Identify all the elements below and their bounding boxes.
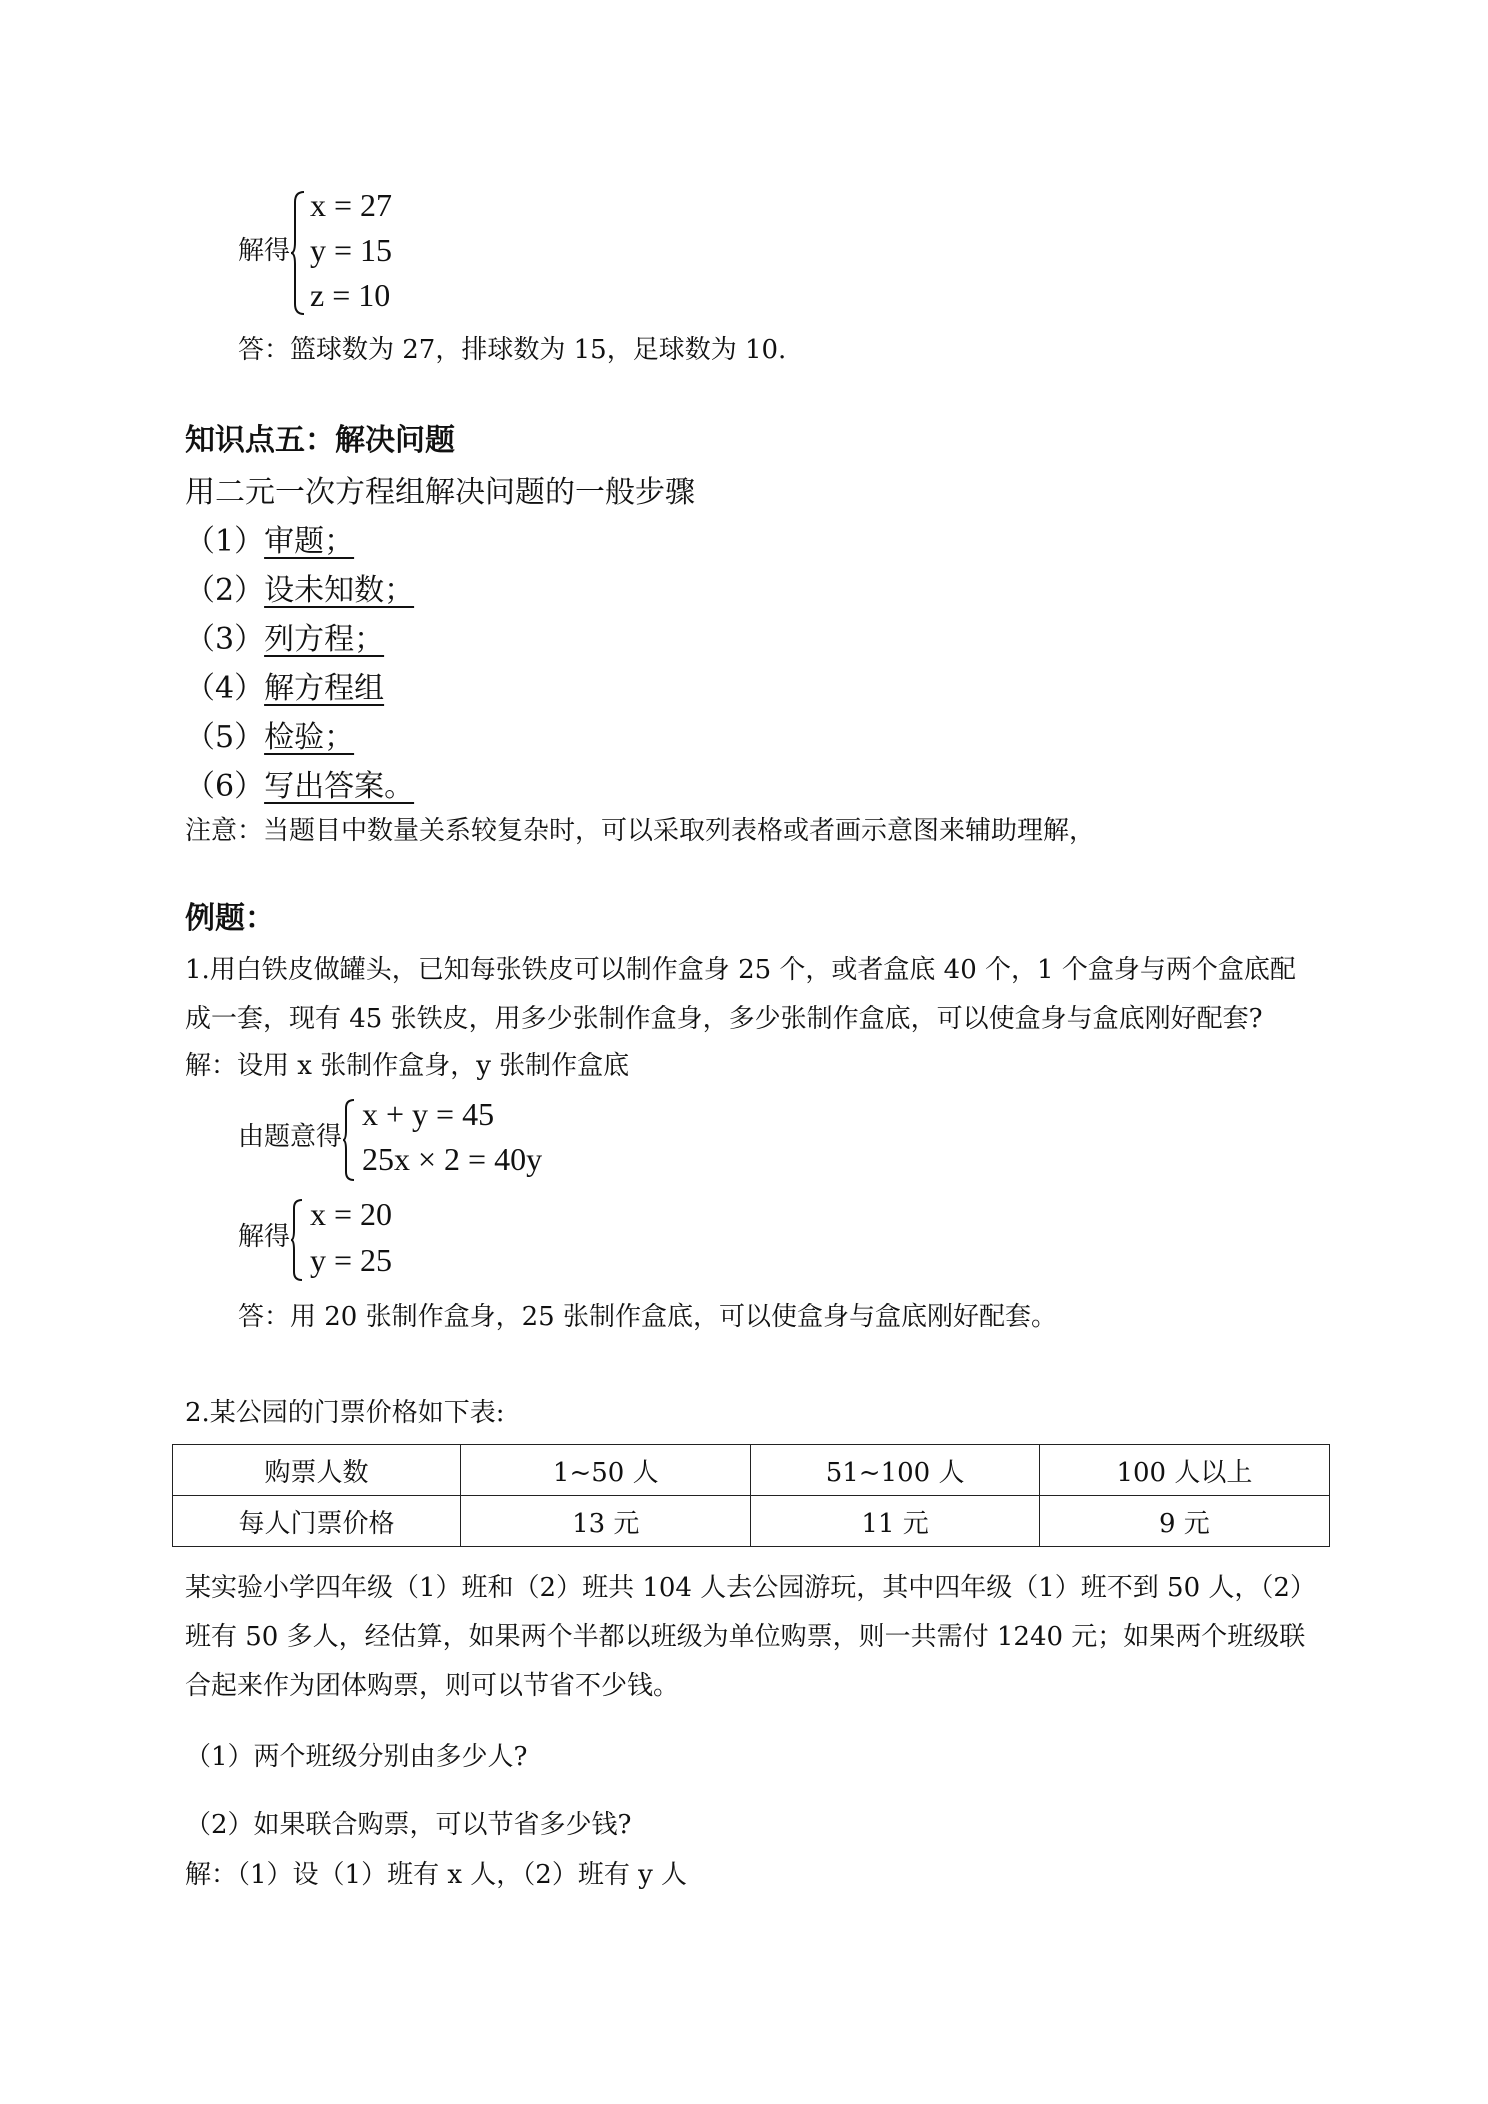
table-cell: 购票人数 — [173, 1445, 461, 1496]
step-number: （1） — [185, 524, 265, 559]
step-2 — [185, 571, 414, 611]
solve-label-1: 解得 — [238, 236, 291, 266]
answer-2: 答：用 20 张制作盒身，25 张制作盒底，可以使盒身与盒底刚好配套。 — [238, 1302, 1057, 1332]
step-6 — [185, 767, 414, 807]
step-text: 列方程； — [264, 622, 385, 657]
answer-1: 答：篮球数为 27，排球数为 15，足球数为 10. — [238, 335, 787, 365]
example-2-solution: 解：（1）设（1）班有 x 人，（2）班有 y 人 — [185, 1860, 688, 1890]
step-number: （3） — [185, 622, 265, 657]
price-table — [172, 1444, 1330, 1547]
step-number: （6） — [185, 769, 265, 804]
example-2-para-1: 某实验小学四年级（1）班和（2）班共 104 人去公园游玩，其中四年级（1）班不到 50 人，（2） — [185, 1573, 1316, 1603]
step-text: 解方程组 — [264, 671, 385, 706]
table-cell: 1~50 人 — [461, 1445, 751, 1496]
equation-x-27: x = 27 — [310, 187, 393, 223]
table-cell: 13 元 — [461, 1496, 751, 1547]
step-text: 写出答案。 — [264, 769, 415, 804]
step-4 — [185, 669, 384, 709]
table-cell: 9 元 — [1039, 1496, 1329, 1547]
equation-ratio: 25x × 2 = 40y — [362, 1141, 543, 1177]
table-row — [173, 1496, 1330, 1547]
table-cell: 100 人以上 — [1039, 1445, 1329, 1496]
equation-y-25: y = 25 — [310, 1242, 393, 1278]
example-2-para-3: 合起来作为团体购票，则可以节省不少钱。 — [185, 1671, 680, 1701]
step-number: （2） — [185, 573, 265, 608]
equation-x-20: x = 20 — [310, 1196, 393, 1232]
step-3 — [185, 620, 384, 660]
examples-heading: 例题： — [185, 901, 275, 936]
equation-y-15: y = 15 — [310, 232, 393, 268]
table-row — [173, 1445, 1330, 1496]
equation-z-10: z = 10 — [310, 277, 391, 313]
equation-sum: x + y = 45 — [362, 1096, 495, 1132]
left-brace-2 — [342, 1098, 358, 1182]
step-text: 审题； — [264, 524, 355, 559]
step-number: （4） — [185, 671, 265, 706]
table-cell: 每人门票价格 — [173, 1496, 461, 1547]
left-brace-3 — [290, 190, 308, 316]
question-2: （2）如果联合购票，可以节省多少钱? — [185, 1810, 632, 1840]
section-subtitle: 用二元一次方程组解决问题的一般步骤 — [185, 475, 695, 510]
example-1-line-1: 1.用白铁皮做罐头，已知每张铁皮可以制作盒身 25 个，或者盒底 40 个，1 个盒身与两个盒底配 — [185, 955, 1296, 985]
section-heading: 知识点五：解决问题 — [185, 423, 455, 458]
example-1-solution: 解：设用 x 张制作盒身，y 张制作盒底 — [185, 1051, 630, 1081]
left-brace-2 — [290, 1198, 306, 1282]
table-cell: 51~100 人 — [751, 1445, 1039, 1496]
step-5 — [185, 718, 354, 758]
step-number: （5） — [185, 720, 265, 755]
setup-label: 由题意得 — [238, 1122, 343, 1152]
table-cell: 11 元 — [751, 1496, 1039, 1547]
note: 注意：当题目中数量关系较复杂时，可以采取列表格或者画示意图来辅助理解， — [185, 816, 1096, 846]
step-1 — [185, 522, 354, 562]
example-1-line-2: 成一套，现有 45 张铁皮，用多少张制作盒身，多少张制作盒底，可以使盒身与盒底刚好配套? — [185, 1004, 1263, 1034]
solve-label-2: 解得 — [238, 1222, 291, 1252]
example-2-intro: 2.某公园的门票价格如下表: — [185, 1398, 505, 1428]
step-text: 设未知数； — [264, 573, 415, 608]
step-text: 检验； — [264, 720, 355, 755]
example-2-para-2: 班有 50 多人，经估算，如果两个半都以班级为单位购票，则一共需付 1240 元；如果两个班级联 — [185, 1622, 1306, 1652]
question-1: （1）两个班级分别由多少人? — [185, 1742, 528, 1772]
